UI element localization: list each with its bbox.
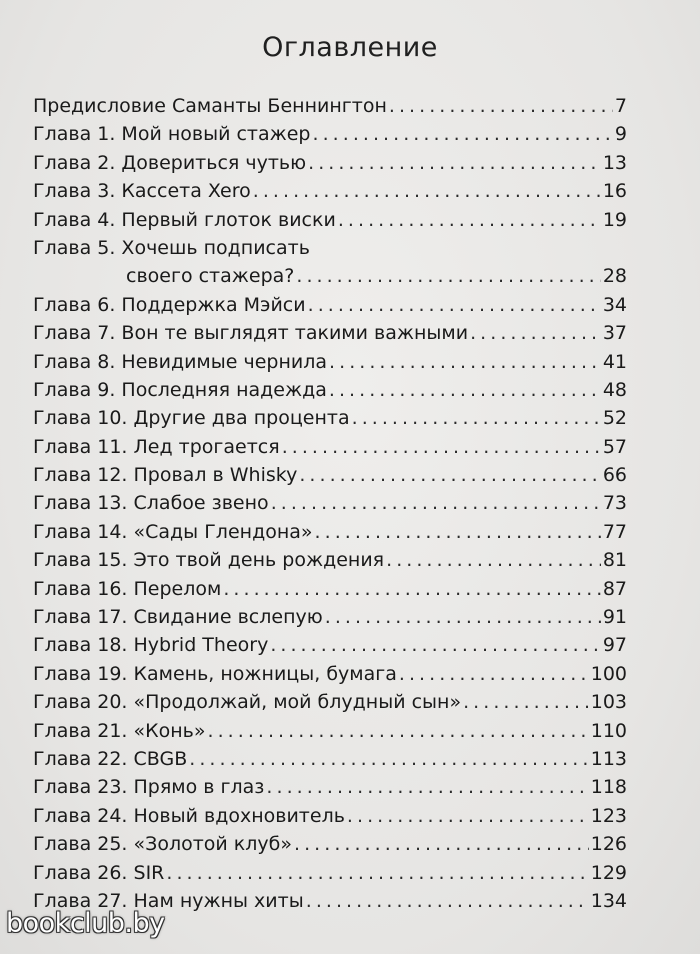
toc-entry <box>33 376 627 404</box>
dot-leader <box>253 177 601 205</box>
toc-entry-page: 118 <box>590 776 627 799</box>
toc-entry-title: Глава 21. «Конь» <box>33 719 206 742</box>
toc-entry-title: Глава 18. Hybrid Theory <box>33 634 269 657</box>
toc-entry-title-continued: своего стажера? <box>126 265 295 288</box>
toc-entry <box>33 291 627 319</box>
toc-entry-title: Глава 1. Мой новый стажер <box>33 123 311 146</box>
toc-entry-page: 66 <box>602 464 627 487</box>
toc-entry-title: Глава 3. Кассета Xero <box>33 180 251 203</box>
toc-entry-title: Глава 23. Прямо в глаз <box>33 776 265 799</box>
toc-entry-title: Глава 14. «Сады Глендона» <box>33 520 313 543</box>
toc-entry-title: Глава 2. Довериться чутью <box>33 151 307 174</box>
toc-entry-page: 100 <box>590 662 627 685</box>
toc-entry <box>33 830 627 858</box>
toc-entry <box>33 859 627 887</box>
dot-leader <box>166 859 588 887</box>
toc-entry-title: Глава 6. Поддержка Мэйси <box>33 293 306 316</box>
watermark: bookclub.by <box>6 908 165 939</box>
toc-entry-continuation <box>33 262 627 290</box>
toc-entry <box>33 404 627 432</box>
dot-leader <box>223 575 600 603</box>
toc-entry-title: Глава 12. Провал в Whisky <box>33 464 298 487</box>
toc-entry-title: Глава 26. SIR <box>33 861 165 884</box>
toc-entry-page: 16 <box>602 180 627 203</box>
toc-entry <box>33 177 627 205</box>
toc-entry-page: 77 <box>602 520 627 543</box>
toc-entry <box>33 319 627 347</box>
toc-entry-title: Глава 17. Свидание вслепую <box>33 606 323 629</box>
toc-entry-page: 103 <box>590 691 627 714</box>
toc-entry <box>33 433 627 461</box>
toc-entry <box>33 802 627 830</box>
toc-entry-page: 19 <box>602 208 627 231</box>
toc-entry-title: Глава 7. Вон те выглядят такими важными <box>33 322 469 345</box>
dot-leader <box>329 348 601 376</box>
toc-entry <box>33 660 627 688</box>
dot-leader <box>338 206 601 234</box>
dot-leader <box>294 830 589 858</box>
dot-leader <box>352 404 601 432</box>
toc-entry-page: 81 <box>602 549 627 572</box>
toc-entry-title: Глава 8. Невидимые чернила <box>33 350 328 373</box>
toc-entry <box>33 149 627 177</box>
toc-entry-title: Глава 4. Первый глоток виски <box>33 208 336 231</box>
dot-leader <box>299 461 600 489</box>
toc-entry-page: 28 <box>602 265 627 288</box>
toc-entry-title: Глава 27. Нам нужны хиты <box>33 889 304 912</box>
toc-entry-title: Глава 19. Камень, ножницы, бумага <box>33 662 397 685</box>
toc-entry-page: 134 <box>590 889 627 912</box>
toc-entry-page: 48 <box>602 378 627 401</box>
toc-entry <box>33 92 627 120</box>
toc-entry <box>33 489 627 517</box>
toc-entry-page: 91 <box>602 606 627 629</box>
toc-entry-page: 113 <box>590 747 627 770</box>
dot-leader <box>270 631 601 659</box>
toc-entry <box>33 206 627 234</box>
table-of-contents <box>33 92 627 915</box>
dot-leader <box>282 433 601 461</box>
toc-entry <box>33 120 627 148</box>
toc-entry-page: 87 <box>602 577 627 600</box>
toc-entry-title: Глава 9. Последняя надежда <box>33 378 327 401</box>
dot-leader <box>329 376 601 404</box>
toc-entry-title: Глава 11. Лед трогается <box>33 435 280 458</box>
dot-leader <box>271 489 601 517</box>
dot-leader <box>470 319 601 347</box>
toc-entry-page: 110 <box>590 719 627 742</box>
dot-leader <box>463 688 589 716</box>
toc-entry-title: Предисловие Саманты Беннингтон <box>33 95 387 117</box>
toc-entry <box>33 546 627 574</box>
toc-entry-page: 52 <box>602 407 627 430</box>
toc-entry-page: 41 <box>602 350 627 373</box>
toc-entry-page: 129 <box>590 861 627 884</box>
dot-leader <box>325 603 601 631</box>
dot-leader <box>313 120 613 148</box>
page-title: Оглавление <box>262 32 438 63</box>
toc-entry-title: Глава 25. «Золотой клуб» <box>33 833 292 856</box>
toc-entry <box>33 603 627 631</box>
toc-entry <box>33 745 627 773</box>
toc-entry <box>33 348 627 376</box>
dot-leader <box>308 149 601 177</box>
toc-entry <box>33 518 627 546</box>
toc-entry <box>33 461 627 489</box>
dot-leader <box>189 745 588 773</box>
toc-entry-page: 34 <box>602 293 627 316</box>
toc-entry <box>33 631 627 659</box>
toc-entry <box>33 575 627 603</box>
toc-entry-title: Глава 13. Слабое звено <box>33 492 269 515</box>
toc-entry-page: 13 <box>602 151 627 174</box>
dot-leader <box>389 92 613 120</box>
dot-leader <box>399 660 589 688</box>
toc-entry-title: Глава 15. Это твой день рождения <box>33 549 385 572</box>
dot-leader <box>308 291 601 319</box>
toc-entry-title: Глава 5. Хочешь подписать <box>33 236 310 259</box>
dot-leader <box>266 773 588 801</box>
toc-entry-page: 9 <box>614 123 627 146</box>
toc-entry <box>33 688 627 716</box>
dot-leader <box>386 546 601 574</box>
toc-entry-page: 7 <box>614 95 627 117</box>
dot-leader <box>296 262 600 290</box>
dot-leader <box>315 518 601 546</box>
toc-entry-page: 37 <box>602 322 627 345</box>
dot-leader <box>347 802 589 830</box>
dot-leader <box>208 717 589 745</box>
toc-entry-title: Глава 20. «Продолжай, мой блудный сын» <box>33 691 462 714</box>
toc-entry-title: Глава 24. Новый вдохновитель <box>33 804 345 827</box>
toc-entry-page: 57 <box>602 435 627 458</box>
toc-entry-title: Глава 16. Перелом <box>33 577 222 600</box>
toc-entry-title: Глава 22. CBGB <box>33 747 188 770</box>
toc-entry <box>33 717 627 745</box>
toc-entry <box>33 773 627 801</box>
toc-entry-page: 123 <box>590 804 627 827</box>
toc-entry-first-line <box>33 234 627 262</box>
toc-entry-page: 73 <box>602 492 627 515</box>
dot-leader <box>306 887 589 915</box>
toc-entry-page: 97 <box>602 634 627 657</box>
toc-entry-title: Глава 10. Другие два процента <box>33 407 350 430</box>
toc-entry-page: 126 <box>590 833 627 856</box>
